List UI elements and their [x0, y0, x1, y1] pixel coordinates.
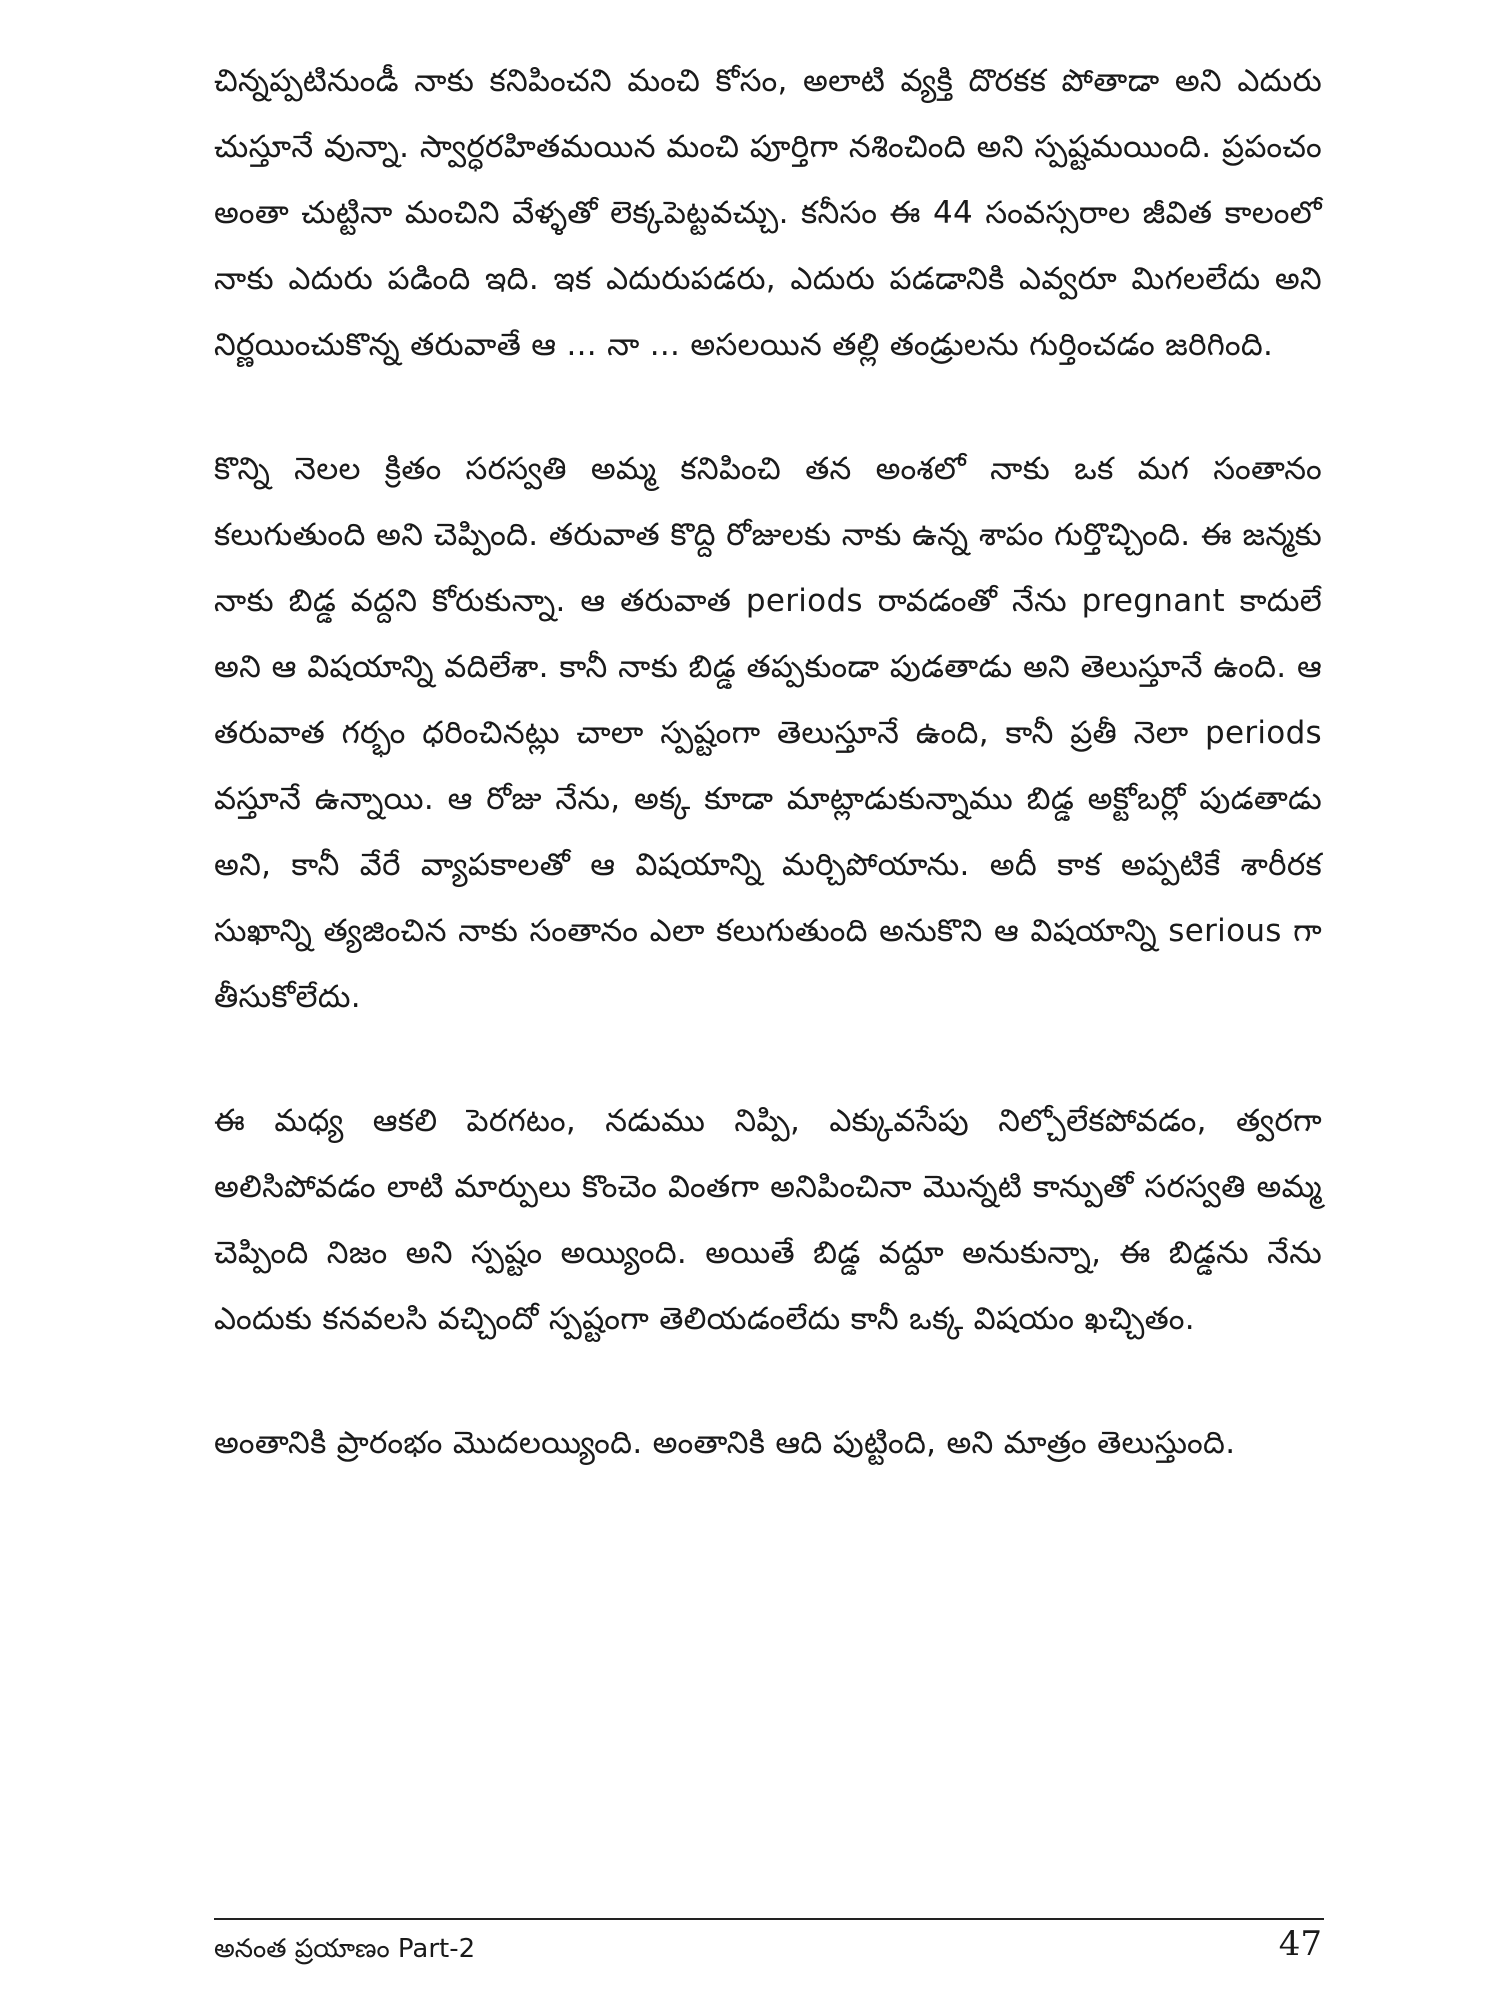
paragraph-1: చిన్నప్పటినుండీ నాకు కనిపించని మంచి కోసం, అలాటి వ్యక్తి దొరకక పోతాడా అని ఎదురు చుస్తూనే వున్నా. స్వార్ధరహితమయిన మంచి పూర్తిగా నశించింది అని స్పష్టమయింది. ప్రపంచం అంతా చుట్టినా మంచిని వేళ్ళతో లెక్కపెట్టవచ్చు. కనీసం ఈ 44 సంవస్సరాల జీవిత కాలంలో నాకు ఎదురు పడింది ఇది. ఇక ఎదురుపడరు, ఎదురు పడడానికి ఎవ్వరూ మిగలలేదు అని నిర్ణయించుకొన్న తరువాతే ఆ ... నా ... అసలయిన తల్లి తండ్రులను గుర్తించడం జరిగింది.	[214, 63, 1322, 363]
paragraph-4: అంతానికి ప్రారంభం మొదలయ్యింది. అంతానికి ఆది పుట్టింది, అని మాత్రం తెలుస్తుంది.	[214, 1425, 1236, 1461]
footer-book-title: అనంత ప్రయాణం Part-2	[214, 1934, 476, 1964]
paragraph-2: కొన్ని నెలల క్రితం సరస్వతి అమ్మ కనిపించి తన అంశలో నాకు ఒక మగ సంతానం కలుగుతుంది అని చెప్పింది. తరువాత కొద్ది రోజులకు నాకు ఉన్న శాపం గుర్తొచ్చింది. ఈ జన్మకు నాకు బిడ్డ వద్దని కోరుకున్నా. ఆ తరువాత periods రావడంతో నేను pregnant కాదులే అని ఆ విషయాన్ని వదిలేశా. కానీ నాకు బిడ్డ తప్పకుండా పుడతాడు అని తెలుస్తూనే ఉంది. ఆ తరువాత గర్భం ధరించినట్లు చాలా స్పష్టంగా తెలుస్తూనే ఉంది, కానీ ప్రతీ నెలా periods వస్తూనే ఉన్నాయి. ఆ రోజు నేను, అక్క కూడా మాట్లాడుకున్నాము బిడ్డ అక్టోబర్లో పుడతాడు అని, కానీ వేరే వ్యాపకాలతో ఆ విషయాన్ని మర్చిపోయాను. అదీ కాక అప్పటికే శారీరక సుఖాన్ని త్యజించిన నాకు సంతానం ఎలా కలుగుతుంది అనుకొని ఆ విషయాన్ని serious గా తీసుకోలేదు.	[214, 451, 1322, 1015]
footer-divider	[214, 1918, 1324, 1920]
footer-page-number: 47	[1278, 1924, 1322, 1964]
paragraph-3: ఈ మధ్య ఆకలి పెరగటం, నడుము నిప్పి, ఎక్కువసేపు నిల్చోలేకపోవడం, త్వరగా అలిసిపోవడం లాటి మార్పులు కొంచెం వింతగా అనిపించినా మొన్నటి కాన్పుతో సరస్వతి అమ్మ చెప్పింది నిజం అని స్పష్టం అయ్యింది. అయితే బిడ్డ వద్దూ అనుకున్నా, ఈ బిడ్డను నేను ఎందుకు కనవలసి వచ్చిందో స్పష్టంగా తెలియడంలేదు కానీ ఒక్క విషయం ఖచ్చితం.	[214, 1103, 1322, 1337]
body-text	[214, 48, 1322, 1476]
